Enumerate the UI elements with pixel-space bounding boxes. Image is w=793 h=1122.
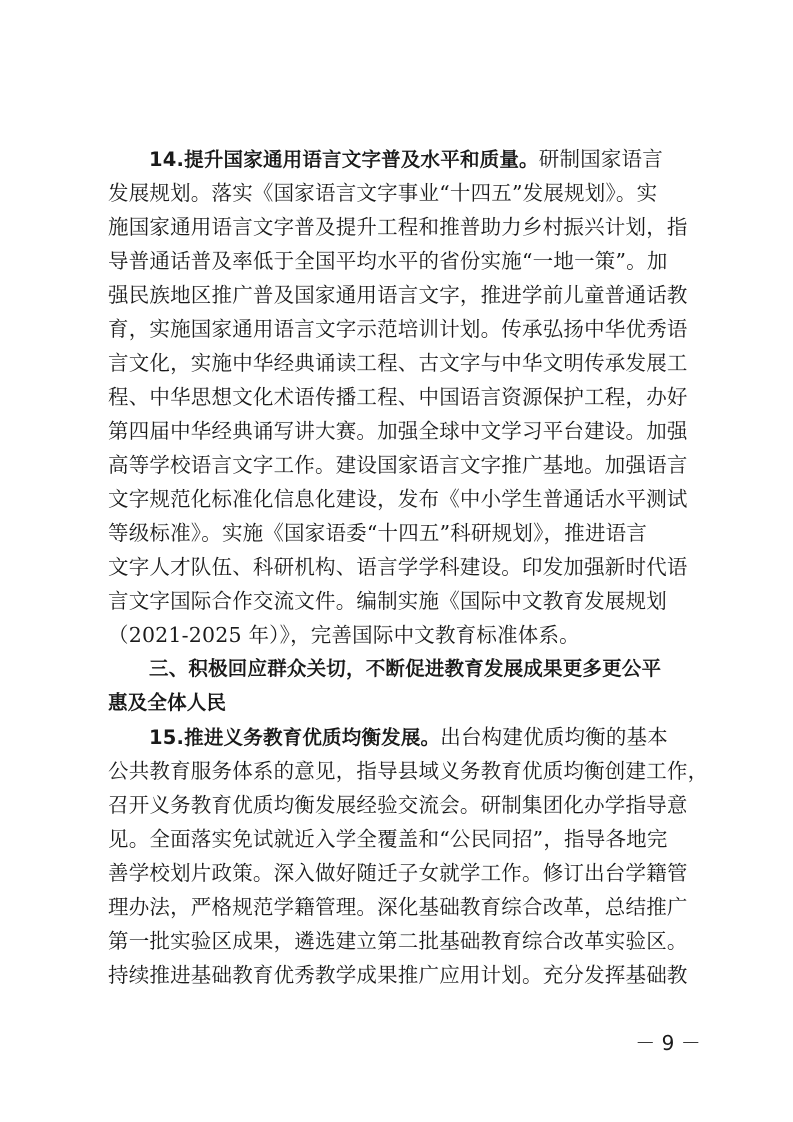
- paragraph-line: 善学校划片政策。深入做好随迁子女就学工作。修订出台学籍管: [108, 861, 688, 885]
- paragraph-item-14: [108, 142, 692, 652]
- paragraph-line: 导普通话普及率低于全国平均水平的省份实施“一地一策”。加: [108, 249, 668, 273]
- paragraph-line: 文字规范化标准化信息化建设，发布《中小学生普通话水平测试: [108, 487, 688, 511]
- paragraph-line: 公共教育服务体系的意见，指导县域义务教育优质均衡创建工作，: [108, 759, 709, 783]
- paragraph-line: （2021-2025 年）》，完善国际中文教育标准体系。: [108, 623, 580, 647]
- paragraph-line: 文字人才队伍、科研机构、语言学学科建设。印发加强新时代语: [108, 555, 688, 579]
- paragraph-text: 出台构建优质均衡的基本: [440, 725, 668, 749]
- paragraph-lead-bold: 14.提升国家通用语言文字普及水平和质量。: [149, 148, 539, 171]
- paragraph-line: 强民族地区推广普及国家通用语言文字，推进学前儿童普通话教: [108, 283, 688, 307]
- paragraph-line: 见。全面落实免试就近入学全覆盖和“公民同招”，指导各地完: [108, 827, 668, 851]
- paragraph-line: [108, 720, 692, 754]
- document-body: [108, 142, 709, 992]
- paragraph-line: 言文化，实施中华经典诵读工程、古文字与中华文明传承发展工: [108, 351, 688, 375]
- paragraph-line: 理办法，严格规范学籍管理。深化基础教育综合改革，总结推广: [108, 895, 688, 919]
- page-number: － 9 －: [635, 1031, 701, 1055]
- section-heading-3: [108, 652, 692, 720]
- paragraph-line: 持续推进基础教育优秀教学成果推广应用计划。充分发挥基础教: [108, 963, 688, 987]
- paragraph-line: 第一批实验区成果，遴选建立第二批基础教育综合改革实验区。: [108, 929, 688, 953]
- paragraph-line: 召开义务教育优质均衡发展经验交流会。研制集团化办学指导意: [108, 793, 688, 817]
- paragraph-item-15: [108, 720, 709, 992]
- paragraph-line: 育，实施国家通用语言文字示范培训计划。传承弘扬中华优秀语: [108, 317, 688, 341]
- paragraph-line: 发展规划。落实《国家语言文字事业“十四五”发展规划》。实: [108, 181, 658, 205]
- paragraph-line: [108, 142, 692, 176]
- section-heading-line: 三、积极回应群众关切，不断促进教育发展成果更多更公平: [149, 657, 662, 680]
- paragraph-line: 高等学校语言文字工作。建设国家语言文字推广基地。加强语言: [108, 453, 688, 477]
- paragraph-line: 言文字国际合作交流文件。编制实施《国际中文教育发展规划: [108, 589, 667, 613]
- paragraph-line: 程、中华思想文化术语传播工程、中国语言资源保护工程，办好: [108, 385, 688, 409]
- paragraph-line: 施国家通用语言文字普及提升工程和推普助力乡村振兴计划，指: [108, 215, 688, 239]
- section-heading-line: 惠及全体人民: [108, 691, 227, 714]
- paragraph-text: 研制国家语言: [538, 147, 663, 171]
- paragraph-line: 等级标准》。实施《国家语委“十四五”科研规划》，推进语言: [108, 521, 648, 545]
- paragraph-lead-bold: 15.推进义务教育优质均衡发展。: [149, 726, 441, 749]
- paragraph-line: 第四届中华经典诵写讲大赛。加强全球中文学习平台建设。加强: [108, 419, 688, 443]
